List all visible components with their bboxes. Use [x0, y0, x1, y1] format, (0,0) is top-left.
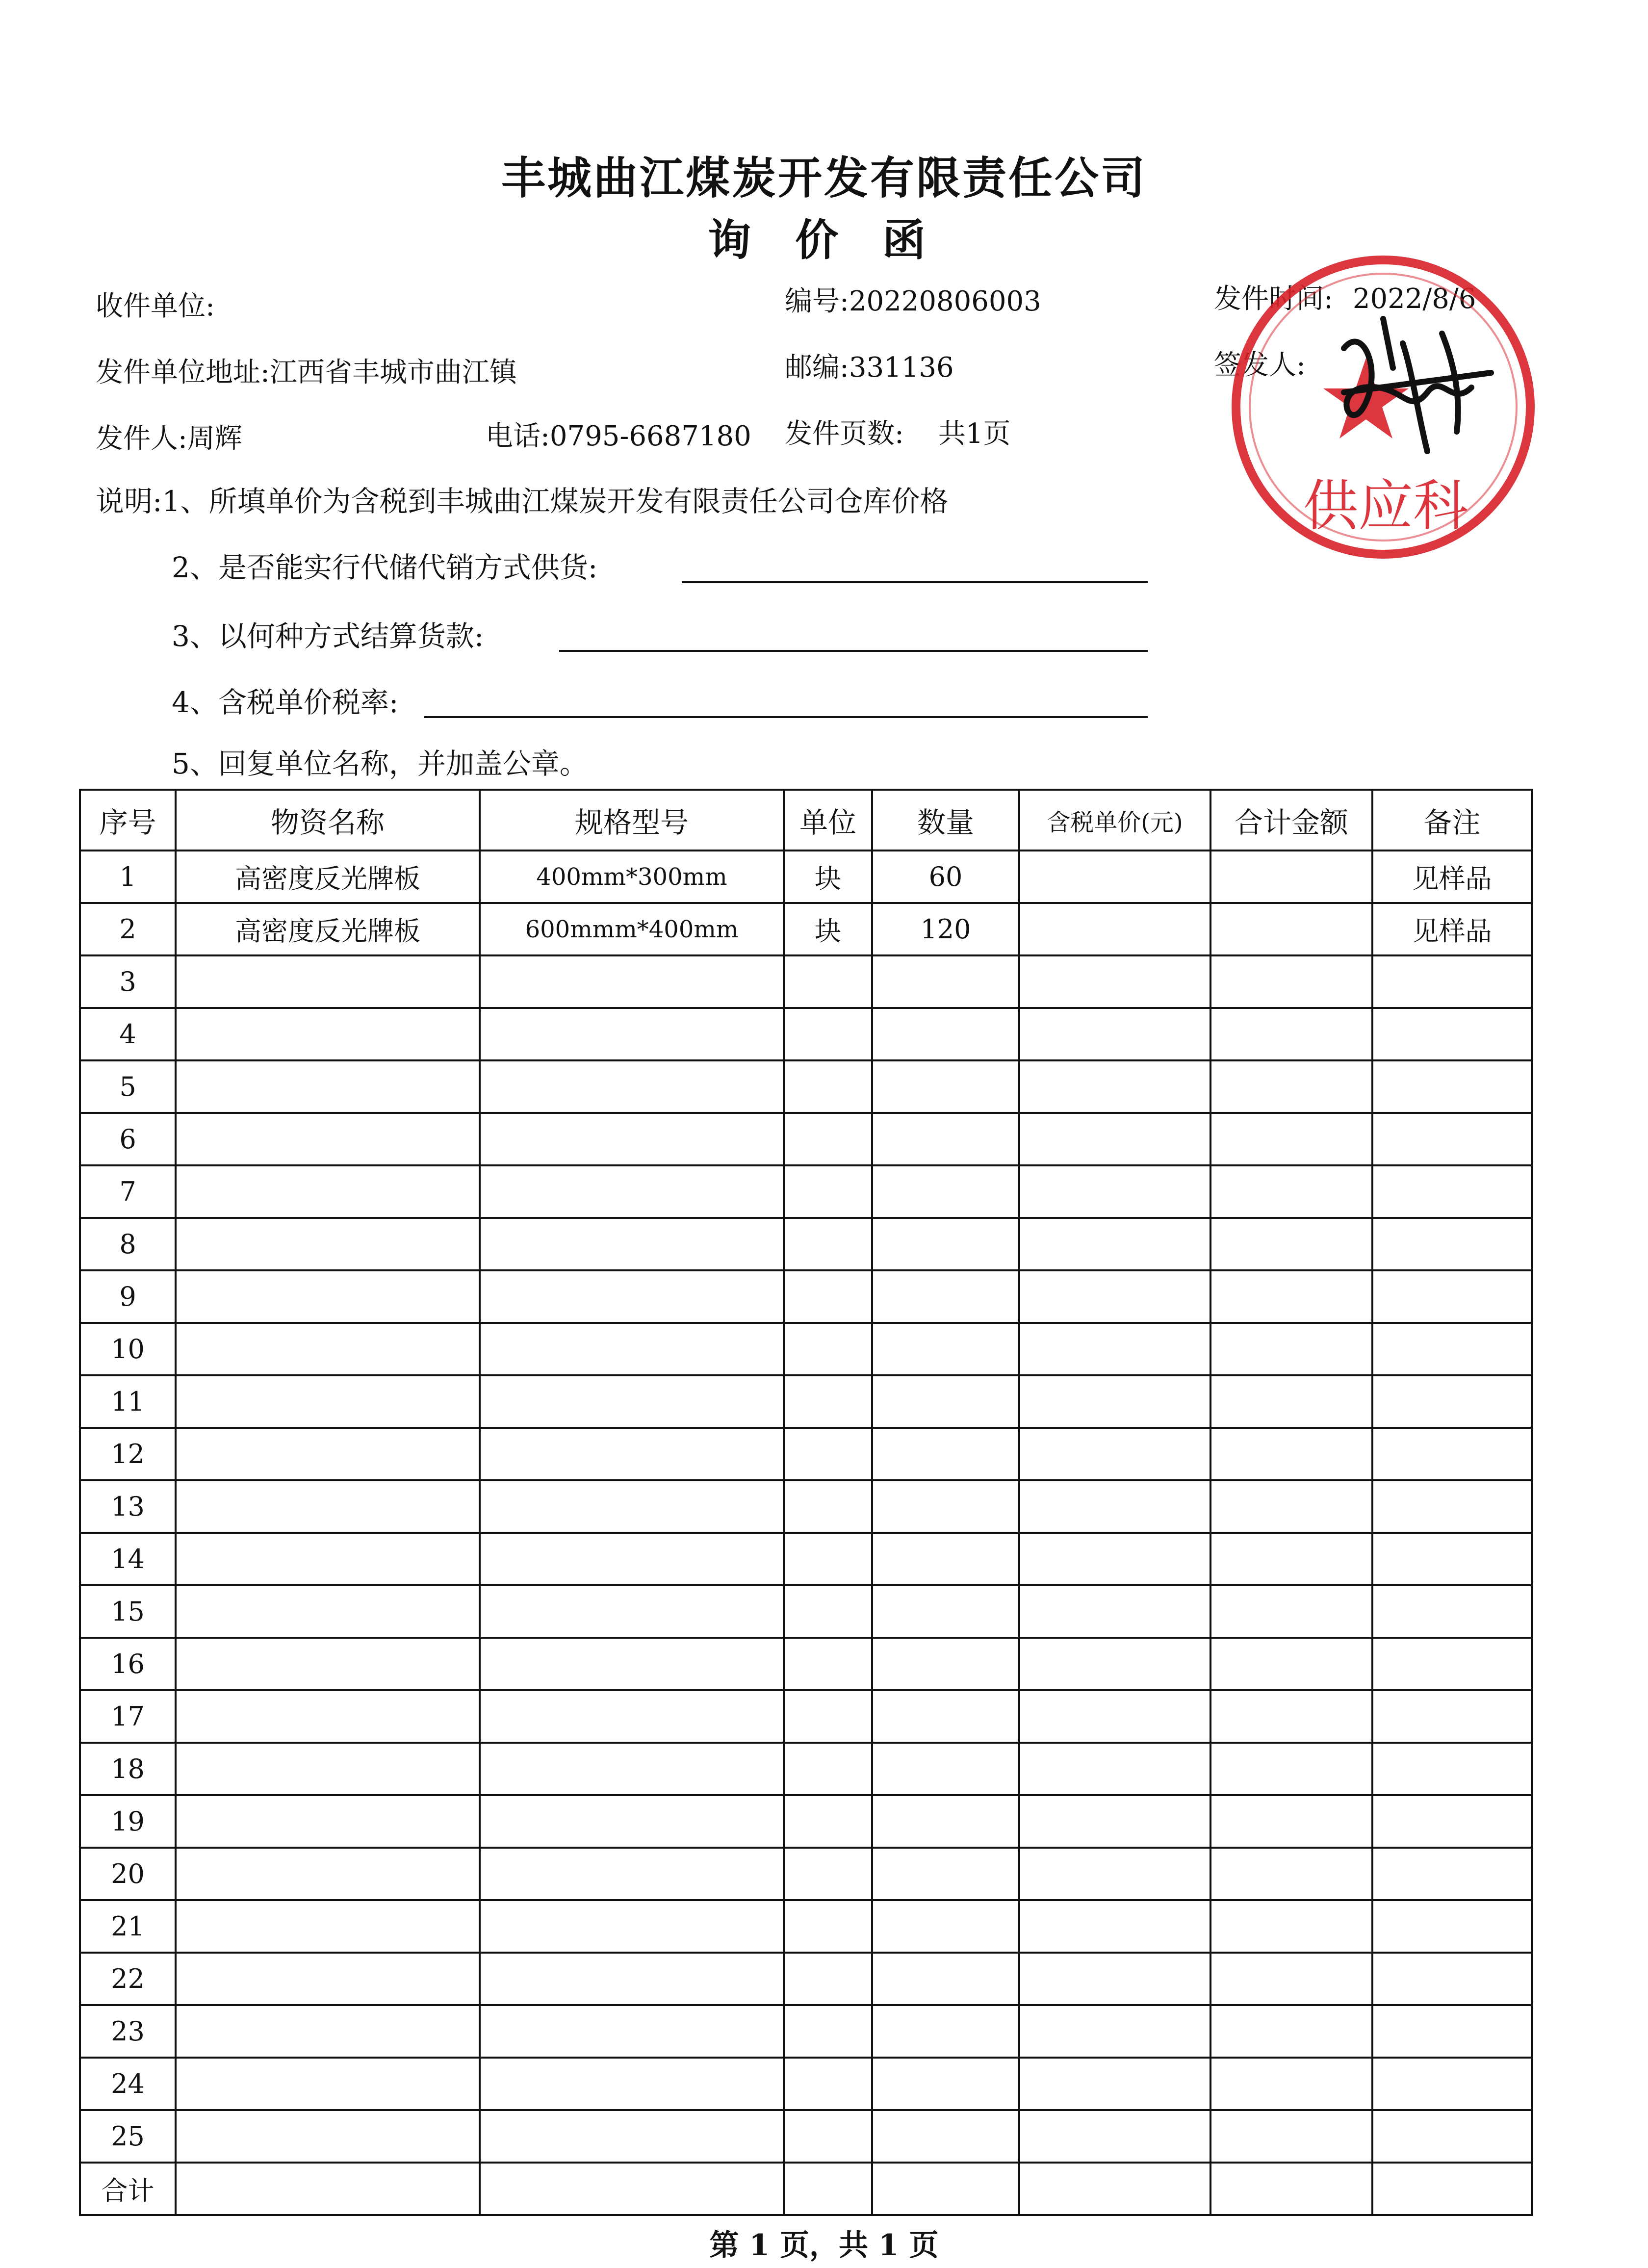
sender-field — [96, 417, 242, 456]
table-cell: 高密度反光牌板 — [176, 903, 480, 955]
table-cell — [784, 1008, 872, 1060]
company-stamp — [1197, 245, 1550, 579]
table-cell — [872, 955, 1019, 1008]
number-value: 20220806003 — [849, 285, 1041, 317]
table-cell — [480, 955, 784, 1008]
table-cell — [784, 2163, 872, 2215]
table-cell — [176, 1008, 480, 1060]
table-cell — [480, 1585, 784, 1638]
table-row — [80, 1638, 1532, 1690]
send-time-value: 2022/8/6 — [1352, 283, 1476, 315]
pages-label: 发件页数: — [785, 418, 904, 450]
document-title: 丰城曲江煤炭开发有限责任公司 — [501, 152, 1147, 204]
table-cell: 19 — [80, 1795, 176, 1848]
table-cell — [1019, 1323, 1210, 1375]
table-cell: 9 — [80, 1270, 176, 1323]
table-cell — [784, 1165, 872, 1218]
table-cell — [1210, 1900, 1372, 1953]
table-cell — [872, 1585, 1019, 1638]
table-row — [80, 1900, 1532, 1953]
table-cell: 13 — [80, 1480, 176, 1533]
table-cell — [1210, 1480, 1372, 1533]
col-header-total: 合计金额 — [1210, 790, 1372, 850]
table-cell — [784, 2058, 872, 2110]
table-cell — [872, 1480, 1019, 1533]
table-cell: 400mm*300mm — [480, 850, 784, 903]
table-cell — [872, 1953, 1019, 2005]
table-cell — [1019, 1270, 1210, 1323]
postcode-value: 331136 — [849, 352, 954, 384]
table-cell — [1372, 2110, 1532, 2163]
table-cell — [872, 1428, 1019, 1480]
table-cell — [480, 1795, 784, 1848]
table-cell — [1372, 1165, 1532, 1218]
table-cell — [1210, 1008, 1372, 1060]
table-cell — [1019, 1113, 1210, 1165]
table-cell: 20 — [80, 1848, 176, 1900]
table-cell — [480, 1060, 784, 1113]
table-cell — [176, 1533, 480, 1585]
table-cell: 60 — [872, 850, 1019, 903]
note-2-fill-line — [682, 581, 1148, 583]
number-field — [785, 280, 1041, 319]
table-cell — [1372, 1428, 1532, 1480]
table-cell — [1210, 1428, 1372, 1480]
table-row — [80, 955, 1532, 1008]
table-cell: 25 — [80, 2110, 176, 2163]
table-cell — [1019, 2058, 1210, 2110]
table-cell — [176, 1375, 480, 1428]
table-body — [80, 850, 1532, 2163]
table-cell — [784, 1323, 872, 1375]
table-cell — [480, 1638, 784, 1690]
table-cell — [784, 1270, 872, 1323]
table-cell — [1019, 1165, 1210, 1218]
table-row — [80, 2110, 1532, 2163]
address-value: 江西省丰城市曲江镇 — [269, 357, 517, 388]
table-cell — [1210, 2163, 1372, 2215]
table-row — [80, 903, 1532, 955]
postcode-label: 邮编: — [785, 352, 849, 384]
table-cell — [1019, 1638, 1210, 1690]
table-cell — [480, 1113, 784, 1165]
table-cell — [784, 1900, 872, 1953]
table-cell — [1210, 2005, 1372, 2058]
table-cell — [480, 1008, 784, 1060]
table-cell: 10 — [80, 1323, 176, 1375]
signer-label: 签发人: — [1214, 349, 1306, 381]
table-cell — [480, 1270, 784, 1323]
note-3-fill-line — [559, 650, 1148, 652]
table-cell — [176, 1953, 480, 2005]
table-header-row — [80, 790, 1532, 850]
table-cell — [872, 1638, 1019, 1690]
table-cell — [784, 1060, 872, 1113]
table-cell — [784, 1113, 872, 1165]
table-cell — [872, 2163, 1019, 2215]
table-cell — [872, 1690, 1019, 1743]
table-cell: 7 — [80, 1165, 176, 1218]
table-cell — [1210, 1585, 1372, 1638]
table-cell — [480, 1165, 784, 1218]
table-cell — [1019, 1480, 1210, 1533]
table-cell — [480, 2005, 784, 2058]
table-cell: 15 — [80, 1585, 176, 1638]
table-cell — [176, 1638, 480, 1690]
table-cell — [480, 1533, 784, 1585]
table-cell — [176, 1323, 480, 1375]
table-row — [80, 1690, 1532, 1743]
table-cell — [872, 1848, 1019, 1900]
table-cell: 23 — [80, 2005, 176, 2058]
table-cell — [872, 1743, 1019, 1795]
table-cell — [1372, 1113, 1532, 1165]
table-cell — [1210, 955, 1372, 1008]
table-cell: 见样品 — [1372, 850, 1532, 903]
table-cell — [1210, 1953, 1372, 2005]
table-cell — [176, 1060, 480, 1113]
table-cell — [1372, 955, 1532, 1008]
address-label: 发件单位地址: — [96, 357, 270, 388]
table-cell — [1372, 2058, 1532, 2110]
pages-field — [785, 412, 1011, 451]
table-cell — [1372, 1533, 1532, 1585]
table-cell — [872, 1218, 1019, 1270]
table-cell — [1019, 1533, 1210, 1585]
table-cell — [1019, 1428, 1210, 1480]
table-cell — [176, 1270, 480, 1323]
table-cell — [176, 1165, 480, 1218]
table-cell — [1210, 1795, 1372, 1848]
table-cell — [784, 1690, 872, 1743]
table-cell — [872, 1323, 1019, 1375]
phone-value: 0795-6687180 — [549, 420, 751, 452]
table-cell — [176, 2110, 480, 2163]
inquiry-table — [79, 789, 1533, 2216]
table-cell: 块 — [784, 903, 872, 955]
table-cell — [480, 1848, 784, 1900]
table-cell — [1019, 2110, 1210, 2163]
table-cell: 高密度反光牌板 — [176, 850, 480, 903]
handwritten-signature — [1344, 319, 1491, 451]
table-cell — [1019, 1375, 1210, 1428]
table-cell — [1019, 903, 1210, 955]
table-cell: 24 — [80, 2058, 176, 2110]
table-cell — [1372, 1638, 1532, 1690]
table-cell: 2 — [80, 903, 176, 955]
table-cell — [1210, 1690, 1372, 1743]
sender-label: 发件人: — [96, 423, 187, 455]
table-cell — [872, 1270, 1019, 1323]
table-cell — [176, 1690, 480, 1743]
table-row — [80, 1323, 1532, 1375]
table-header — [80, 790, 1532, 850]
table-cell — [176, 1428, 480, 1480]
table-row — [80, 1533, 1532, 1585]
table-row — [80, 1428, 1532, 1480]
table-cell: 16 — [80, 1638, 176, 1690]
table-row — [80, 1008, 1532, 1060]
table-cell — [1372, 1795, 1532, 1848]
table-row — [80, 1795, 1532, 1848]
table-cell — [176, 2005, 480, 2058]
table-row — [80, 1113, 1532, 1165]
table-row — [80, 1953, 1532, 2005]
table-cell — [480, 1690, 784, 1743]
table-cell: 6 — [80, 1113, 176, 1165]
col-header-remark: 备注 — [1372, 790, 1532, 850]
table-cell — [784, 1375, 872, 1428]
table-row — [80, 1165, 1532, 1218]
table-cell — [872, 1533, 1019, 1585]
table-footer — [80, 2163, 1532, 2215]
table-cell — [480, 1953, 784, 2005]
table-cell — [1019, 2005, 1210, 2058]
table-cell — [1019, 1008, 1210, 1060]
table-cell — [784, 1795, 872, 1848]
note-1: 说明:1、所填单价为含税到丰城曲江煤炭开发有限责任公司仓库价格 — [96, 485, 949, 518]
table-cell: 11 — [80, 1375, 176, 1428]
table-row — [80, 1743, 1532, 1795]
table-cell: 17 — [80, 1690, 176, 1743]
table-cell — [176, 1795, 480, 1848]
col-header-unit-price: 含税单价(元) — [1019, 790, 1210, 850]
table-cell — [784, 1638, 872, 1690]
table-row — [80, 1848, 1532, 1900]
table-cell — [1210, 1375, 1372, 1428]
table-cell — [784, 1480, 872, 1533]
table-row — [80, 1218, 1532, 1270]
table-cell — [480, 1428, 784, 1480]
table-cell — [1372, 1008, 1532, 1060]
table-cell: 12 — [80, 1428, 176, 1480]
table-cell — [1210, 1533, 1372, 1585]
table-cell — [480, 1375, 784, 1428]
table-cell — [1210, 2058, 1372, 2110]
table-cell: 600mmm*400mm — [480, 903, 784, 955]
recipient-label: 收件单位: — [96, 290, 215, 322]
table-cell — [480, 1480, 784, 1533]
table-cell — [1210, 1848, 1372, 1900]
table-cell — [1210, 903, 1372, 955]
table-cell — [872, 1165, 1019, 1218]
table-cell — [872, 1113, 1019, 1165]
col-header-index: 序号 — [80, 790, 176, 850]
note-5: 5、回复单位名称，并加盖公章。 — [172, 747, 588, 780]
table-cell — [784, 2005, 872, 2058]
table-cell — [872, 2005, 1019, 2058]
table-cell — [480, 2163, 784, 2215]
table-cell — [1019, 1690, 1210, 1743]
table-cell — [480, 1218, 784, 1270]
table-cell — [480, 1323, 784, 1375]
table-cell — [1019, 1218, 1210, 1270]
table-cell — [176, 1743, 480, 1795]
table-cell — [1210, 1323, 1372, 1375]
table-cell — [1372, 1900, 1532, 1953]
note-4: 4、含税单价税率: — [172, 686, 399, 719]
table-cell — [1210, 850, 1372, 903]
table-cell — [872, 1795, 1019, 1848]
table-cell: 3 — [80, 955, 176, 1008]
table-cell — [1372, 1743, 1532, 1795]
table-cell — [1372, 2163, 1532, 2215]
phone-field — [486, 414, 751, 454]
table-cell — [1019, 1900, 1210, 1953]
table-cell — [1019, 1585, 1210, 1638]
table-cell: 21 — [80, 1900, 176, 1953]
table-cell — [1210, 1165, 1372, 1218]
table-cell — [1210, 1270, 1372, 1323]
table-cell — [784, 1218, 872, 1270]
col-header-name: 物资名称 — [176, 790, 480, 850]
table-cell — [784, 2110, 872, 2163]
table-row — [80, 1585, 1532, 1638]
table-cell — [784, 1743, 872, 1795]
document-subtitle: 询价函 — [707, 214, 970, 265]
note-2: 2、是否能实行代储代销方式供货: — [172, 551, 598, 584]
col-header-spec: 规格型号 — [480, 790, 784, 850]
table-cell — [1372, 2005, 1532, 2058]
table-cell: 块 — [784, 850, 872, 903]
table-cell — [1210, 1113, 1372, 1165]
table-cell — [1019, 955, 1210, 1008]
table-cell — [176, 955, 480, 1008]
table-cell — [872, 1900, 1019, 1953]
table-cell — [176, 1480, 480, 1533]
table-cell: 4 — [80, 1008, 176, 1060]
table-cell — [1372, 1585, 1532, 1638]
table-cell — [872, 1060, 1019, 1113]
table-cell — [1372, 1690, 1532, 1743]
table-cell: 14 — [80, 1533, 176, 1585]
table-row — [80, 850, 1532, 903]
table-cell: 见样品 — [1372, 903, 1532, 955]
col-header-unit: 单位 — [784, 790, 872, 850]
table-cell — [1210, 2110, 1372, 2163]
table-cell — [1019, 1743, 1210, 1795]
table-cell — [1019, 1848, 1210, 1900]
table-cell — [784, 1848, 872, 1900]
table-cell — [176, 1900, 480, 1953]
note-3: 3、以何种方式结算货款: — [172, 619, 484, 653]
sender-value: 周辉 — [187, 423, 242, 455]
table-cell — [1210, 1060, 1372, 1113]
table-cell — [1372, 1270, 1532, 1323]
send-time-label: 发件时间: — [1214, 283, 1333, 315]
table-cell — [872, 1008, 1019, 1060]
table-row — [80, 2005, 1532, 2058]
table-cell — [1019, 2163, 1210, 2215]
pages-value: 共1页 — [938, 418, 1011, 450]
table-cell — [1372, 1848, 1532, 1900]
table-cell — [480, 2110, 784, 2163]
table-row — [80, 1375, 1532, 1428]
table-cell — [1372, 1480, 1532, 1533]
phone-label: 电话: — [486, 420, 550, 452]
table-row — [80, 1060, 1532, 1113]
table-cell — [1210, 1218, 1372, 1270]
table-cell — [176, 1218, 480, 1270]
table-cell: 22 — [80, 1953, 176, 2005]
table-cell — [176, 1585, 480, 1638]
table-cell — [176, 2058, 480, 2110]
table-cell — [1210, 1638, 1372, 1690]
table-cell — [1372, 1060, 1532, 1113]
table-cell — [1019, 1060, 1210, 1113]
table-row — [80, 2058, 1532, 2110]
address-field — [96, 351, 517, 390]
note-4-fill-line — [424, 716, 1148, 718]
table-cell — [784, 1953, 872, 2005]
postcode-field — [785, 346, 954, 385]
table-cell — [784, 955, 872, 1008]
stamp-text: 供应科 — [1303, 474, 1468, 538]
number-label: 编号: — [785, 285, 849, 317]
table-cell — [872, 2110, 1019, 2163]
table-cell: 8 — [80, 1218, 176, 1270]
table-cell — [872, 1375, 1019, 1428]
table-cell: 120 — [872, 903, 1019, 955]
table-row — [80, 1270, 1532, 1323]
table-cell — [176, 1848, 480, 1900]
table-cell — [1372, 1953, 1532, 2005]
table-cell — [1372, 1323, 1532, 1375]
table-cell — [872, 2058, 1019, 2110]
col-header-qty: 数量 — [872, 790, 1019, 850]
table-cell — [480, 2058, 784, 2110]
table-cell — [480, 1900, 784, 1953]
table-cell — [1019, 1795, 1210, 1848]
table-row — [80, 1480, 1532, 1533]
table-cell — [784, 1428, 872, 1480]
table-cell: 18 — [80, 1743, 176, 1795]
table-cell: 5 — [80, 1060, 176, 1113]
table-cell — [480, 1743, 784, 1795]
total-label: 合计 — [80, 2163, 176, 2215]
table-cell — [1210, 1743, 1372, 1795]
table-cell — [176, 1113, 480, 1165]
table-cell — [1019, 850, 1210, 903]
table-cell — [784, 1533, 872, 1585]
table-cell — [1372, 1218, 1532, 1270]
table-cell — [1372, 1375, 1532, 1428]
page-info: 第 1 页，共 1 页 — [709, 2228, 939, 2263]
table-cell — [784, 1585, 872, 1638]
table-cell: 1 — [80, 850, 176, 903]
table-cell — [1019, 1953, 1210, 2005]
total-row — [80, 2163, 1532, 2215]
table-cell — [176, 2163, 480, 2215]
